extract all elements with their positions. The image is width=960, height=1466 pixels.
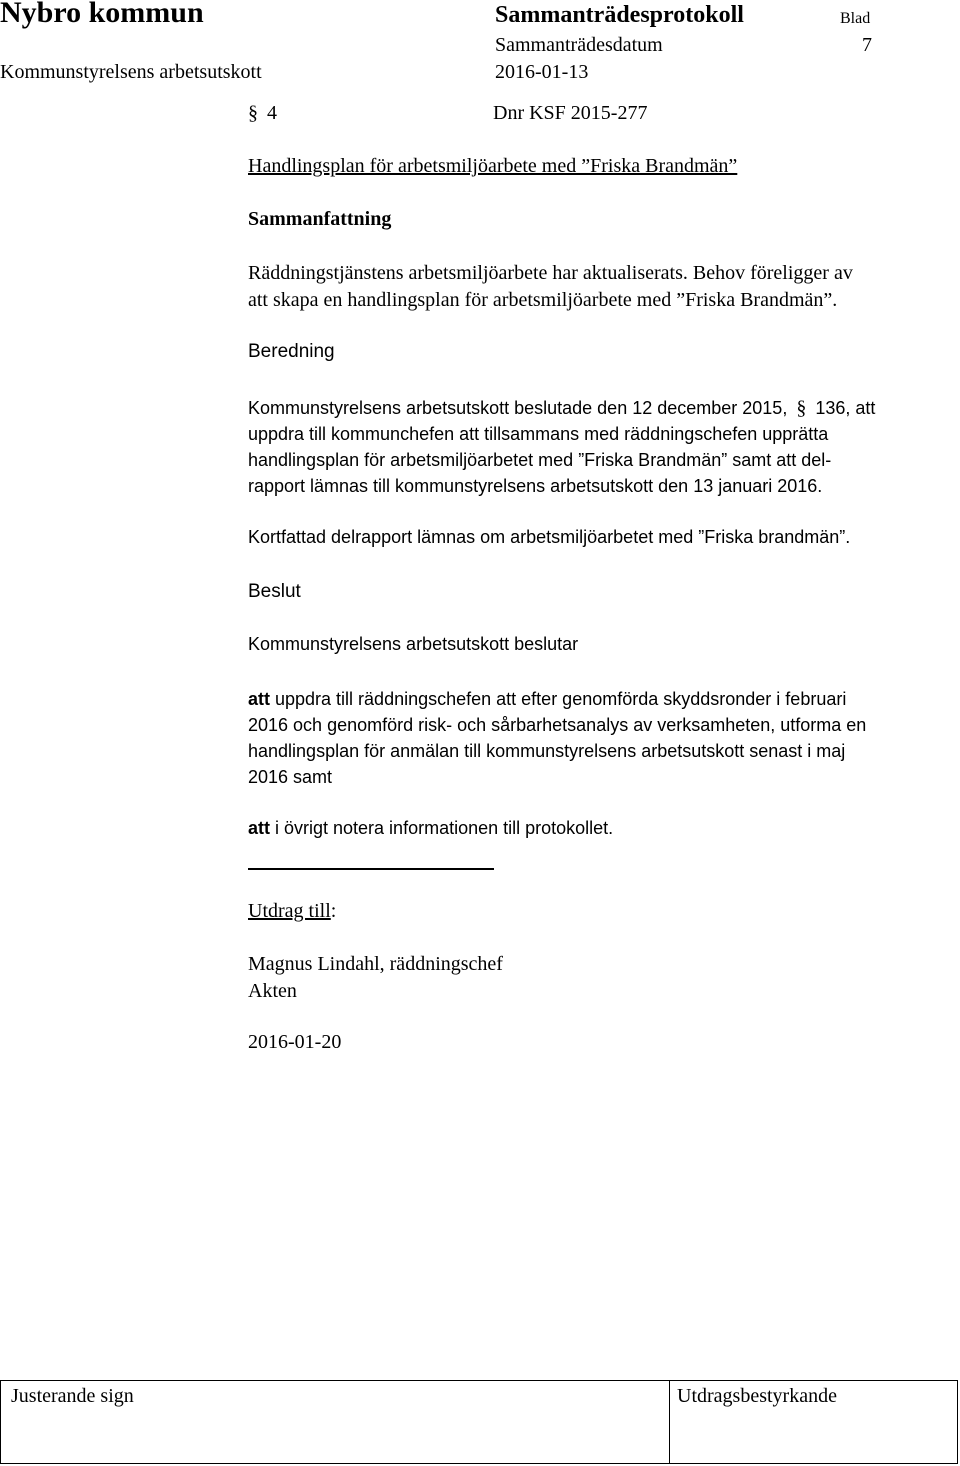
utdragsbestyrkande-label: Utdragsbestyrkande [677,1385,837,1407]
beredning-heading: Beredning [248,341,335,362]
att-keyword: att [248,818,270,838]
org-name: Nybro kommun [0,0,204,29]
date-label: Sammanträdesdatum [495,34,663,56]
item-number [248,102,277,125]
recipient: Akten [248,980,297,1002]
item-number-value: 4 [267,102,277,124]
item-title: Handlingsplan för arbetsmiljöarbete med ”Friska Brandmän” [248,155,738,177]
distribution-date: 2016-01-20 [248,1031,342,1053]
decision-clause-1 [248,686,960,790]
beredning-note: Kortfattad delrapport lämnas om arbetsmiljöarbetet med ”Friska brandmän”. [248,527,851,547]
committee-name: Kommunstyrelsens arbetsutskott [0,61,262,83]
beslut-heading: Beslut [248,581,301,602]
blad-label: Blad [840,10,871,27]
beredning-line: uppdra till kommunchefen att tillsammans med räddningschefen upprätta [248,424,829,444]
dnr: Dnr KSF 2015-277 [493,102,648,124]
separator-line [248,868,494,870]
summary-text [248,260,960,313]
distribution-label: Utdrag till: [248,900,337,922]
att-keyword: att [248,689,270,709]
beredning-line: Kommunstyrelsens arbetsutskott beslutade den 12 december 2015, § 136, att [248,397,876,419]
decision-line: handlingsplan för anmälan till kommunstyrelsens arbetsutskott senast i maj [248,741,846,761]
decision-clause-2: att i övrigt notera informationen till protokollet. [248,818,614,838]
decision-line: 2016 samt [248,767,333,787]
beredning-line: handlingsplan för arbetsmiljöarbetet med ”Friska Brandmän” samt att del- [248,450,832,470]
summary-line: Räddningstjänstens arbetsmiljöarbete har aktualiserats. Behov föreligger av [248,262,853,284]
section-mark: § [796,397,807,419]
beredning-text [248,395,960,499]
summary-line: att skapa en handlingsplan för arbetsmiljöarbete med ”Friska Brandmän”. [248,288,838,311]
summary-heading: Sammanfattning [248,208,392,230]
footer-divider [669,1381,670,1463]
section-symbol: § [248,102,258,124]
beredning-line: rapport lämnas till kommunstyrelsens arbetsutskott den 13 januari 2016. [248,476,823,496]
signature-box [0,1380,958,1464]
beslut-intro: Kommunstyrelsens arbetsutskott beslutar [248,634,579,654]
page-number: 7 [862,34,872,56]
doc-type: Sammanträdesprotokoll [495,2,744,28]
decision-line: att uppdra till räddningschefen att efter genomförda skyddsronder i februari [248,689,847,709]
decision-line: 2016 och genomförd risk- och sårbarhetsanalys av verksamheten, utforma en [248,715,867,735]
meeting-date: 2016-01-13 [495,61,589,83]
recipient: Magnus Lindahl, räddningschef [248,953,503,975]
justerande-sign-label: Justerande sign [11,1385,134,1407]
distribution-list [248,951,503,1005]
